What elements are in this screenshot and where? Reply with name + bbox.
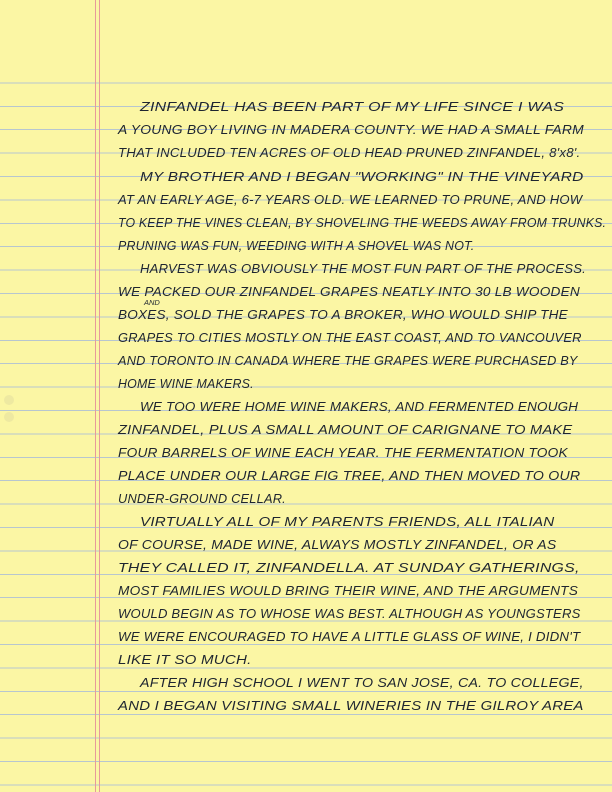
letter-line-19: VIRTUALLY ALL OF MY PARENTS FRIENDS, ALL ITALIAN (140, 515, 555, 529)
letter-line-23: WOULD BEGIN AS TO WHOSE WAS BEST. ALTHOUGH AS YOUNGSTERS (118, 607, 581, 621)
letter-line-2: A YOUNG BOY LIVING IN MADERA COUNTY. WE HAD A SMALL FARM (118, 123, 584, 137)
letter-line-5: AT AN EARLY AGE, 6-7 YEARS OLD. WE LEARNED TO PRUNE, AND HOW (118, 193, 583, 207)
letter-line-25: LIKE IT SO MUCH. (118, 653, 252, 667)
letter-line-10: BOXES, SOLD THE GRAPES TO A BROKER, WHO WOULD SHIP THE (118, 308, 568, 322)
letter-line-15: ZINFANDEL, PLUS A SMALL AMOUNT OF CARIGNANE TO MAKE (118, 423, 573, 437)
letter-line-7: PRUNING WAS FUN, WEEDING WITH A SHOVEL WAS NOT. (118, 239, 475, 253)
letter-line-11: GRAPES TO CITIES MOSTLY ON THE EAST COAST, AND TO VANCOUVER (118, 331, 582, 345)
letter-line-18: UNDER-GROUND CELLAR. (118, 492, 286, 506)
letter-line-27: AND I BEGAN VISITING SMALL WINERIES IN THE GILROY AREA (118, 699, 584, 713)
letter-line-6: TO KEEP THE VINES CLEAN, BY SHOVELING THE WEEDS AWAY FROM TRUNKS. (118, 216, 607, 230)
caret-insertion: AND (144, 298, 160, 307)
letter-line-13: HOME WINE MAKERS. (118, 377, 254, 391)
letter-line-24: WE WERE ENCOURAGED TO HAVE A LITTLE GLASS OF WINE, I DIDN'T (118, 630, 581, 644)
letter-line-3: THAT INCLUDED TEN ACRES OF OLD HEAD PRUNED ZINFANDEL, 8'x8'. (118, 146, 581, 160)
letter-line-17: PLACE UNDER OUR LARGE FIG TREE, AND THEN MOVED TO OUR (118, 469, 581, 483)
letter-line-9: WE PACKED OUR ZINFANDEL GRAPES NEATLY INTO 30 LB WOODEN (118, 285, 580, 299)
letter-line-20: OF COURSE, MADE WINE, ALWAYS MOSTLY ZINFANDEL, OR AS (118, 538, 557, 552)
letter-line-14: WE TOO WERE HOME WINE MAKERS, AND FERMENTED ENOUGH (140, 400, 579, 414)
letter-line-22: MOST FAMILIES WOULD BRING THEIR WINE, AND THE ARGUMENTS (118, 584, 579, 598)
letter-line-21: THEY CALLED IT, ZINFANDELLA. AT SUNDAY GATHERINGS, (118, 561, 580, 575)
letter-line-12: AND TORONTO IN CANADA WHERE THE GRAPES WERE PURCHASED BY (118, 354, 578, 368)
letter-line-1: ZINFANDEL HAS BEEN PART OF MY LIFE SINCE I WAS (140, 100, 565, 114)
letter-line-16: FOUR BARRELS OF WINE EACH YEAR. THE FERMENTATION TOOK (118, 446, 568, 460)
letter-line-8: HARVEST WAS OBVIOUSLY THE MOST FUN PART OF THE PROCESS. (140, 262, 587, 276)
letter-line-26: AFTER HIGH SCHOOL I WENT TO SAN JOSE, CA. TO COLLEGE, (140, 676, 584, 690)
letter-line-4: MY BROTHER AND I BEGAN "WORKING" IN THE VINEYARD (140, 170, 584, 184)
